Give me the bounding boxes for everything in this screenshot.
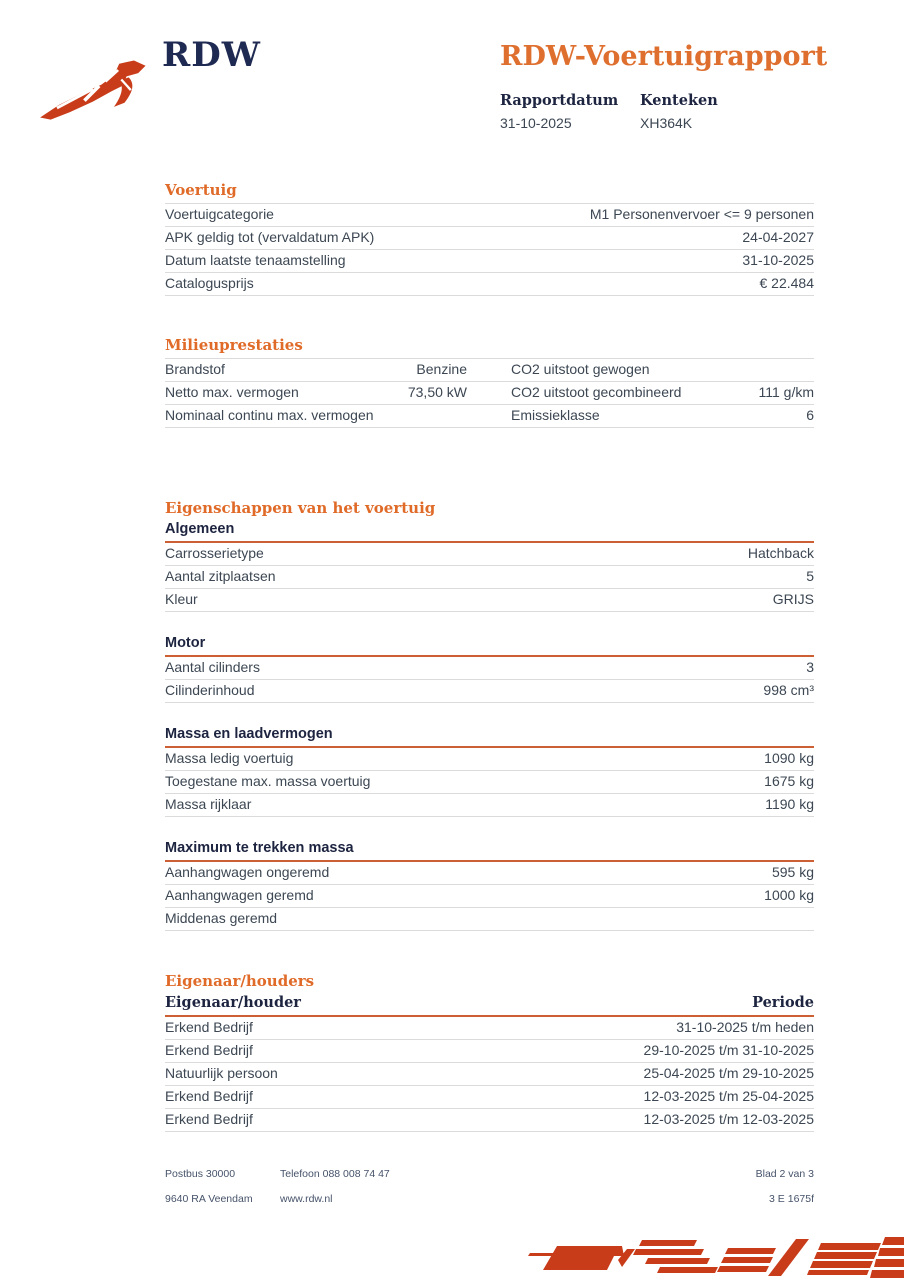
table-row bbox=[165, 862, 814, 885]
row-label: CO2 uitstoot gecombineerd bbox=[511, 384, 682, 400]
row-label: Aantal cilinders bbox=[165, 659, 260, 675]
row-value: Hatchback bbox=[747, 545, 814, 561]
row-label: Massa rijklaar bbox=[165, 796, 252, 812]
row-value: 24-04-2027 bbox=[742, 229, 814, 245]
footer-address-line1: Postbus 30000 bbox=[165, 1168, 236, 1180]
section-title-eigenschappen: Eigenschappen van het voertuig bbox=[165, 499, 436, 517]
page-footer bbox=[165, 1168, 814, 1218]
table-row bbox=[165, 908, 814, 931]
row-value: € 22.484 bbox=[759, 275, 814, 291]
row-label: Kleur bbox=[165, 591, 198, 607]
subsection-motor bbox=[165, 635, 814, 703]
subsection-title: Massa en laadvermogen bbox=[165, 726, 814, 748]
row-label: Middenas geremd bbox=[165, 910, 278, 926]
footer-row bbox=[165, 1168, 814, 1180]
report-date-label: Rapportdatum bbox=[500, 92, 619, 109]
table-row bbox=[165, 359, 814, 382]
column-header-owner: Eigenaar/houder bbox=[165, 994, 301, 1011]
table-row bbox=[165, 794, 814, 817]
page-title: RDW-Voertuigrapport bbox=[500, 41, 828, 72]
row-value: Benzine bbox=[416, 361, 467, 377]
row-label: Brandstof bbox=[165, 361, 225, 377]
subsection-massa bbox=[165, 726, 814, 817]
license-plate-value: XH364K bbox=[640, 115, 693, 131]
table-row bbox=[165, 273, 814, 296]
license-plate-label: Kenteken bbox=[640, 92, 718, 109]
row-value: 998 cm³ bbox=[763, 682, 814, 698]
row-value: 1000 kg bbox=[764, 887, 814, 903]
owner-type: Erkend Bedrijf bbox=[165, 1042, 253, 1058]
owner-period: 29-10-2025 t/m 31-10-2025 bbox=[643, 1042, 814, 1058]
row-value: 111 g/km bbox=[758, 384, 814, 400]
rdw-stripes-artwork-icon bbox=[528, 1232, 904, 1278]
table-row bbox=[165, 748, 814, 771]
table-row bbox=[165, 1063, 814, 1086]
section-voertuig bbox=[165, 182, 814, 296]
section-title-milieuprestaties: Milieuprestaties bbox=[165, 337, 814, 359]
row-value: 1675 kg bbox=[764, 773, 814, 789]
table-row bbox=[165, 680, 814, 703]
footer-phone: Telefoon 088 008 74 47 bbox=[280, 1168, 390, 1180]
row-value: M1 Personenvervoer <= 9 personen bbox=[589, 206, 814, 222]
footer-row bbox=[165, 1193, 814, 1205]
row-value: 595 kg bbox=[771, 864, 814, 880]
section-title-eigenaar: Eigenaar/houders bbox=[165, 972, 315, 990]
table-row bbox=[165, 1109, 814, 1132]
table-row bbox=[165, 227, 814, 250]
row-label: Emissieklasse bbox=[511, 407, 600, 423]
owner-type: Natuurlijk persoon bbox=[165, 1065, 278, 1081]
row-value: 31-10-2025 bbox=[742, 252, 814, 268]
table-row bbox=[165, 250, 814, 273]
subsection-title: Maximum te trekken massa bbox=[165, 840, 814, 862]
column-header-period: Periode bbox=[752, 994, 814, 1011]
footer-website: www.rdw.nl bbox=[280, 1193, 333, 1205]
table-row bbox=[165, 566, 814, 589]
owners-table-header bbox=[165, 994, 814, 1017]
row-label: Aanhangwagen geremd bbox=[165, 887, 314, 903]
table-row bbox=[165, 657, 814, 680]
table-row bbox=[165, 204, 814, 227]
row-label: Datum laatste tenaamstelling bbox=[165, 252, 346, 268]
owner-period: 12-03-2025 t/m 25-04-2025 bbox=[643, 1088, 814, 1104]
table-row bbox=[165, 382, 814, 405]
owner-period: 12-03-2025 t/m 12-03-2025 bbox=[643, 1111, 814, 1127]
report-body bbox=[165, 0, 828, 1132]
section-title-voertuig: Voertuig bbox=[165, 182, 814, 204]
row-label: Netto max. vermogen bbox=[165, 384, 299, 400]
footer-page-indicator: Blad 2 van 3 bbox=[755, 1168, 814, 1180]
footer-address-line2: 9640 RA Veendam bbox=[165, 1193, 253, 1205]
subsection-trekken-massa bbox=[165, 840, 814, 931]
section-eigenaar-houders bbox=[165, 973, 814, 1132]
subsection-title: Motor bbox=[165, 635, 814, 657]
table-row bbox=[165, 885, 814, 908]
row-value: GRIJS bbox=[772, 591, 814, 607]
row-label: CO2 uitstoot gewogen bbox=[511, 361, 650, 377]
section-eigenschappen bbox=[165, 500, 814, 931]
owner-type: Erkend Bedrijf bbox=[165, 1111, 253, 1127]
row-label: Carrosserietype bbox=[165, 545, 264, 561]
row-label: Cilinderinhoud bbox=[165, 682, 255, 698]
row-label: Toegestane max. massa voertuig bbox=[165, 773, 371, 789]
row-value: 1190 kg bbox=[765, 796, 814, 812]
report-date-value: 31-10-2025 bbox=[500, 115, 572, 131]
row-value: 73,50 kW bbox=[407, 384, 467, 400]
row-label: APK geldig tot (vervaldatum APK) bbox=[165, 229, 375, 245]
owner-period: 25-04-2025 t/m 29-10-2025 bbox=[643, 1065, 814, 1081]
row-label: Aanhangwagen ongeremd bbox=[165, 864, 330, 880]
row-label: Aantal zitplaatsen bbox=[165, 568, 276, 584]
table-row bbox=[165, 1017, 814, 1040]
row-value: 1090 kg bbox=[764, 750, 814, 766]
row-label: Catalogusprijs bbox=[165, 275, 254, 291]
owner-type: Erkend Bedrijf bbox=[165, 1019, 253, 1035]
footer-doc-code: 3 E 1675f bbox=[769, 1193, 814, 1205]
table-row bbox=[165, 589, 814, 612]
row-label: Massa ledig voertuig bbox=[165, 750, 294, 766]
owner-period: 31-10-2025 t/m heden bbox=[676, 1019, 814, 1035]
row-label: Voertuigcategorie bbox=[165, 206, 274, 222]
subsection-title: Algemeen bbox=[165, 521, 814, 543]
row-label: Nominaal continu max. vermogen bbox=[165, 407, 374, 423]
table-row bbox=[165, 1086, 814, 1109]
row-value: 3 bbox=[806, 659, 814, 675]
table-row bbox=[165, 771, 814, 794]
rdw-logo-wordmark: RDW bbox=[162, 35, 261, 75]
rdw-feather-icon bbox=[38, 56, 154, 122]
section-milieuprestaties bbox=[165, 337, 814, 428]
table-row bbox=[165, 543, 814, 566]
table-row bbox=[165, 1040, 814, 1063]
row-value: 6 bbox=[806, 407, 814, 423]
owner-type: Erkend Bedrijf bbox=[165, 1088, 253, 1104]
subsection-algemeen bbox=[165, 521, 814, 612]
table-row bbox=[165, 405, 814, 428]
row-value: 5 bbox=[806, 568, 814, 584]
